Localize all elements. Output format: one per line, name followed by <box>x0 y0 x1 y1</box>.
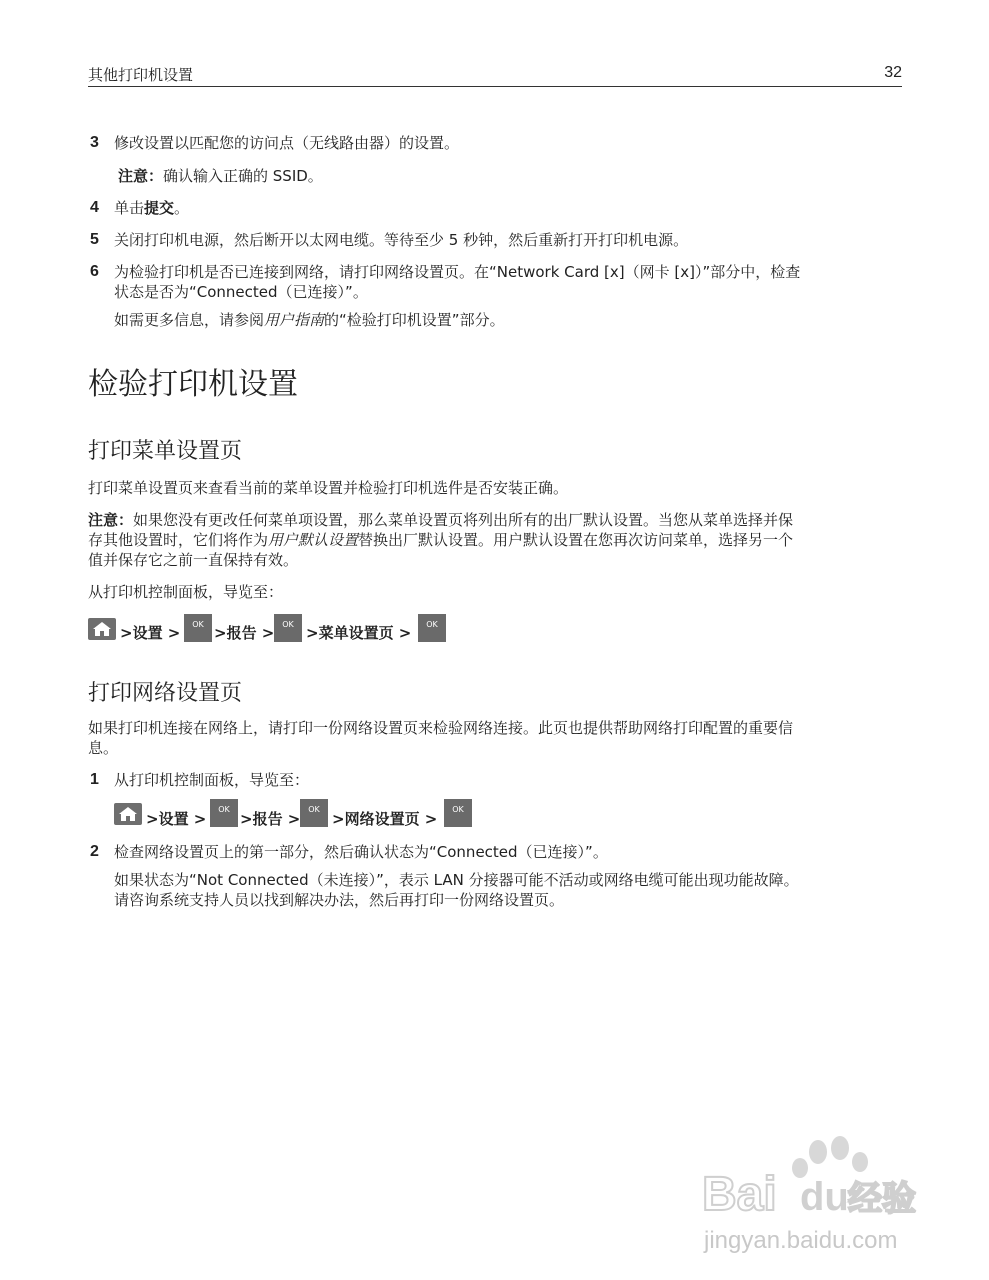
menu-page-note <box>88 510 902 570</box>
ok-button-icon: OK <box>418 614 446 642</box>
note-line: 存其他设置时，它们将作为 <box>88 531 269 549</box>
step-text <box>114 262 899 302</box>
network-detail <box>114 870 904 910</box>
watermark-url: jingyan.baidu.com <box>704 1227 898 1254</box>
ok-button-icon: OK <box>444 799 472 827</box>
nav-settings: >设置 > <box>146 810 207 828</box>
step-text-line: 状态是否为“Connected（已连接）”。 <box>114 283 368 301</box>
step-text: 从打印机控制面板，导览至： <box>114 771 310 789</box>
ok-button-icon: OK <box>184 614 212 642</box>
svg-text:du: du <box>800 1175 849 1219</box>
note-line: 替换出厂默认设置。用户默认设置在您再次访问菜单，选择另一个 <box>358 531 794 549</box>
nav-reports: >报告 > <box>240 810 301 828</box>
more-info <box>114 310 904 330</box>
baidu-paw-logo <box>700 1130 930 1260</box>
note-text: 确认输入正确的 SSID。 <box>163 167 323 185</box>
note-label: 注意： <box>88 511 134 529</box>
step-text: 关闭打印机电源，然后断开以太网电缆。等待至少 5 秒钟，然后重新打开打印机电源。 <box>114 231 689 249</box>
page-number: 32 <box>884 64 902 81</box>
step-text <box>114 198 899 218</box>
home-icon <box>88 618 116 640</box>
note-line: 值并保存它之前一直保持有效。 <box>88 551 299 569</box>
intro-line: 如果打印机连接在网络上，请打印一份网络设置页来检验网络连接。此页也提供帮助网络打印配置的重要信 <box>88 719 794 737</box>
note-ssid <box>118 166 908 186</box>
submit-label: 提交 <box>144 199 175 217</box>
home-icon <box>114 803 142 825</box>
network-page-heading: 打印网络设置页 <box>88 681 243 706</box>
step-number: 6 <box>90 263 99 280</box>
menu-page-intro: 打印菜单设置页来查看当前的菜单设置并检验打印机选件是否安装正确。 <box>88 479 569 497</box>
step-number: 5 <box>90 231 99 248</box>
step-number: 4 <box>90 199 99 216</box>
step-text-line: 为检验打印机是否已连接到网络，请打印网络设置页。在“Network Card [x]（网卡 [x]）”部分中，检查 <box>114 263 801 281</box>
step-text: 修改设置以匹配您的访问点（无线路由器）的设置。 <box>114 134 460 152</box>
menu-nav-path <box>88 614 468 646</box>
page-header <box>88 64 902 87</box>
svg-text:经验: 经验 <box>848 1179 916 1219</box>
note-line: 如果您没有更改任何菜单项设置，那么菜单设置页将列出所有的出厂默认设置。当您从菜单选择并保 <box>133 511 794 529</box>
network-nav-path <box>114 799 494 831</box>
step-number: 3 <box>90 134 99 151</box>
intro-line: 息。 <box>88 739 119 757</box>
more-info-pre: 如需更多信息，请参阅 <box>114 311 265 329</box>
detail-line: 请咨询系统支持人员以找到解决办法，然后再打印一份网络设置页。 <box>114 891 565 909</box>
svg-text:Bai: Bai <box>702 1168 777 1221</box>
detail-line: 如果状态为“Not Connected（未连接）”，表示 LAN 分接器可能不活动或网络电缆可能出现功能故障。 <box>114 871 799 889</box>
header-title: 其他打印机设置 <box>88 66 194 84</box>
ok-button-icon: OK <box>210 799 238 827</box>
step-number: 1 <box>90 771 99 788</box>
network-page-intro <box>88 718 902 758</box>
step-number: 2 <box>90 843 99 860</box>
nav-reports: >报告 > <box>214 624 275 642</box>
nav-settings: >设置 > <box>120 624 181 642</box>
baidu-jingyan-watermark <box>700 1130 930 1260</box>
user-default-settings-ref: 用户默认设置 <box>268 531 359 549</box>
menu-page-heading: 打印菜单设置页 <box>88 439 243 464</box>
step-text: 检查网络设置页上的第一部分，然后确认状态为“Connected（已连接）”。 <box>114 843 608 861</box>
section-title: 检验打印机设置 <box>88 367 298 402</box>
nav-menu-settings-page: >菜单设置页 > <box>306 624 412 642</box>
ok-button-icon: OK <box>274 614 302 642</box>
step-text-pre: 单击 <box>114 199 145 217</box>
user-guide-ref: 用户指南 <box>264 311 325 329</box>
step-text-post: 。 <box>174 199 190 217</box>
ok-button-icon: OK <box>300 799 328 827</box>
more-info-post: 的“检验打印机设置”部分。 <box>324 311 505 329</box>
nav-network-settings-page: >网络设置页 > <box>332 810 438 828</box>
nav-intro: 从打印机控制面板，导览至： <box>88 583 284 601</box>
note-label: 注意： <box>118 167 164 185</box>
